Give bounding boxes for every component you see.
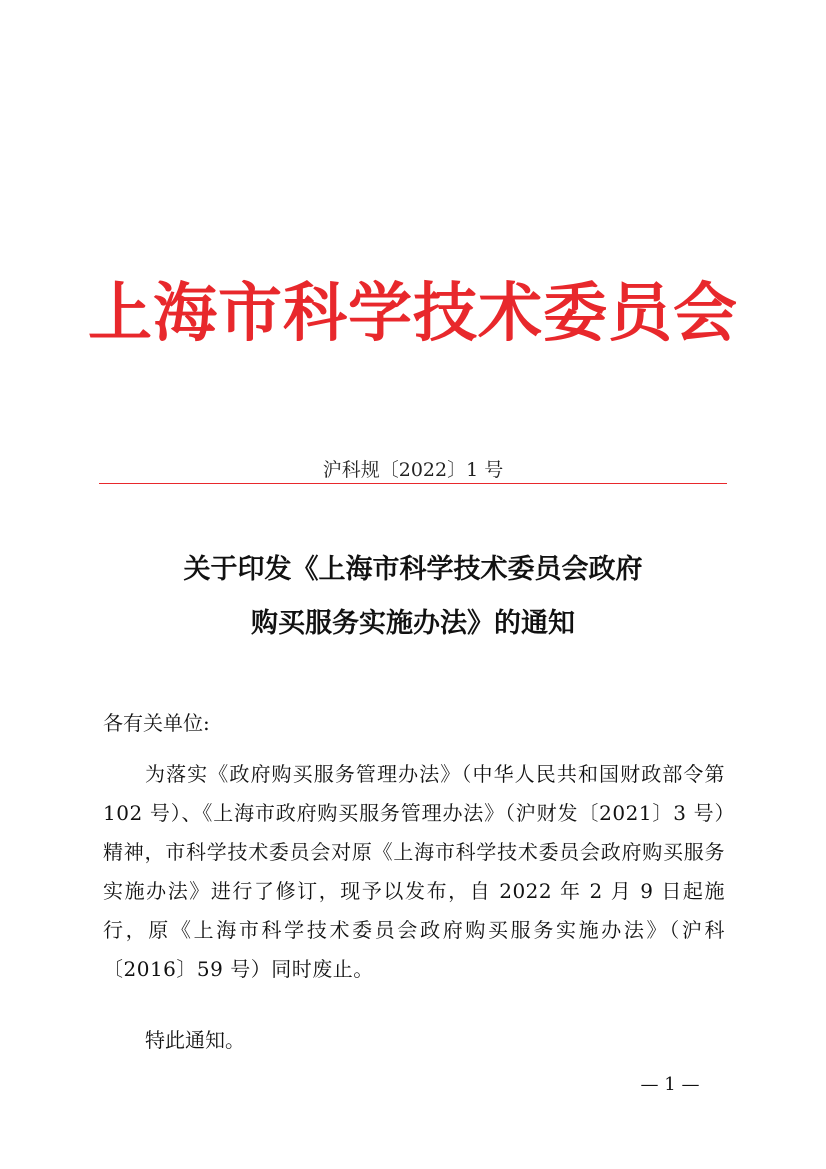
notice-title (0, 543, 826, 651)
closing-line: 特此通知。 (145, 1028, 245, 1052)
page-number: — 1 — (640, 1074, 700, 1095)
body-paragraph: 为落实《政府购买服务管理办法》（中华人民共和国财政部令第 102 号）、《上海市政府购买服务管理办法》（沪财发〔2021〕3 号）精神，市科学技术委员会对原《上海市科学技术委员会政府购买服务实施办法》进行了修订，现予以发布，自 2022 年 2 月 9 日起施行，原《上海市科学技术委员会政府购买服务实施办法》（沪科〔2016〕59 号）同时废止。 (103, 762, 725, 981)
notice-title-line-2: 购买服务实施办法》的通知 (251, 608, 575, 639)
salutation: 各有关单位: (103, 711, 210, 735)
red-divider-line (99, 483, 727, 484)
notice-title-line-1: 关于印发《上海市科学技术委员会政府 (183, 554, 643, 585)
organization-title: 上海市科学技术委员会 (88, 276, 738, 351)
document-number: 沪科规〔2022〕1 号 (322, 459, 504, 481)
